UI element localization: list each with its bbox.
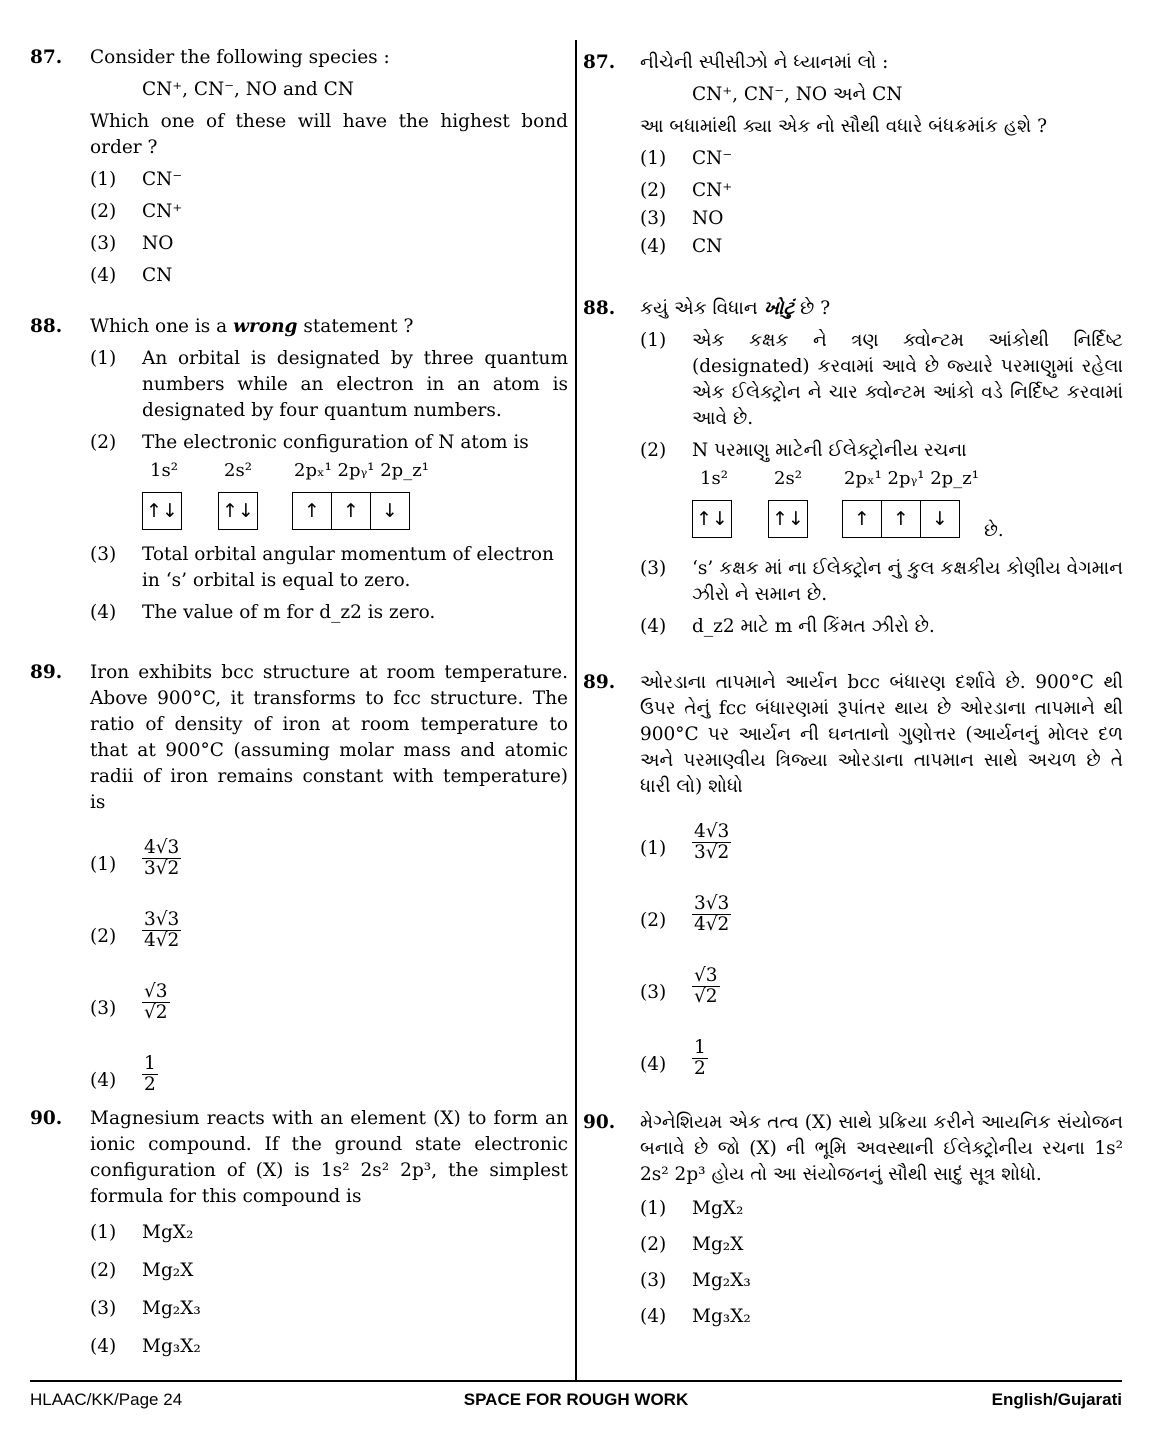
option-3[interactable]: (3) NO <box>640 208 724 229</box>
option-4[interactable]: (4) $\frac{1}{2}$ <box>90 1053 156 1095</box>
label-2s: 2s² <box>774 468 802 489</box>
orbital-box-1s: ↑↓ <box>142 492 182 530</box>
label-2p: 2pₓ¹ 2pᵧ¹ 2p_z¹ <box>844 468 979 489</box>
option-1[interactable]: (1) $\frac{4√3}{3√2}$ <box>90 837 180 879</box>
electron-config-diagram <box>692 464 1123 550</box>
question-intro: નીચેની સ્પીસીઝો ને ધ્યાનમાં લો : <box>640 52 889 73</box>
question-number: 87. <box>30 47 63 68</box>
option-3[interactable]: (3) $\frac{√3}{√2}$ <box>90 981 168 1023</box>
option-2[interactable]: (2) CN⁺ <box>90 201 183 222</box>
rough-work-label: SPACE FOR ROUGH WORK <box>463 1390 689 1409</box>
question-number: 88. <box>30 316 63 337</box>
orbital-box-2s: ↑↓ <box>218 492 258 530</box>
species-list: CN⁺, CN⁻, NO અને CN <box>692 84 903 105</box>
option-4[interactable]: (4) $\frac{1}{2}$ <box>640 1037 706 1079</box>
fraction: $\frac{4√3}{3√2}$ <box>694 821 730 863</box>
fraction: $\frac{4√3}{3√2}$ <box>144 837 180 879</box>
page-footer <box>30 1390 1122 1420</box>
option-2[interactable]: (2) CN⁺ <box>640 180 733 201</box>
question-number: 90. <box>30 1108 63 1129</box>
question-number: 87. <box>583 52 616 73</box>
question-text: Magnesium reacts with an element (X) to form an ionic compound. If the ground state electronic configuration of (X) is 1s² 2s² 2p³, the simplest formula for this compound is <box>90 1108 568 1207</box>
option-4[interactable]: (4) Mg₃X₂ <box>90 1336 201 1357</box>
language-label: English/Gujarati <box>991 1390 1122 1409</box>
option-4[interactable]: (4) Mg₃X₂ <box>640 1306 751 1327</box>
question-number: 89. <box>583 672 616 693</box>
footer-rule <box>30 1380 1122 1382</box>
fraction: $\frac{1}{2}$ <box>694 1037 706 1079</box>
fraction: $\frac{1}{2}$ <box>144 1053 156 1095</box>
config-suffix: છે. <box>984 520 1004 541</box>
orbital-box-1s: ↑↓ <box>692 500 732 538</box>
question-number: 90. <box>583 1112 616 1133</box>
question-text: Which one of these will have the highest bond order ? <box>90 111 568 158</box>
option-4[interactable]: (4) The value of m for d_z2 is zero. <box>90 602 436 623</box>
label-2p: 2pₓ¹ 2pᵧ¹ 2p_z¹ <box>294 460 429 481</box>
option-1[interactable]: (1) $\frac{4√3}{3√2}$ <box>640 821 730 863</box>
label-1s: 1s² <box>150 460 178 481</box>
question-text: Which one is a wrong statement ? <box>90 316 414 337</box>
option-3[interactable]: (3) Total orbital angular momentum of electron in ‘s’ orbital is equal to zero. <box>90 544 554 591</box>
label-2s: 2s² <box>224 460 252 481</box>
option-3[interactable]: (3) Mg₂X₃ <box>90 1298 201 1319</box>
question-text: Iron exhibits bcc structure at room temperature. Above 900°C, it transforms to fcc structure. The ratio of density of iron at room temperature to that at 900°C (assuming molar mass and atomic radii of iron remains constant with temperature) is <box>90 662 568 813</box>
option-4[interactable]: (4) CN <box>640 236 723 257</box>
option-3[interactable]: (3) $\frac{√3}{√2}$ <box>640 965 718 1007</box>
option-2[interactable]: (2) N પરમાણુ માટેની ઈલેક્ટ્રોનીય રચના <box>640 440 967 461</box>
option-2[interactable]: (2) Mg₂X <box>90 1260 194 1281</box>
question-text: મેગ્નેશિયમ એક તત્વ (X) સાથે પ્રક્રિયા કરીને આયનિક સંયોજન બનાવે છે જો (X) ની ભૂમિ અવસ્થાની ઈલેક્ટ્રોનીય રચના 1s² 2s² 2p³ હોય તો આ સંયોજનનું સૌથી સાદું સૂત્ર શોધો. <box>640 1112 1123 1185</box>
option-1[interactable]: (1) An orbital is designated by three quantum numbers while an electron in an atom is designated by four quantum numbers. <box>90 348 568 421</box>
option-1[interactable]: (1) CN⁻ <box>640 148 733 169</box>
option-3[interactable]: (3) Mg₂X₃ <box>640 1270 751 1291</box>
fraction: $\frac{3√3}{4√2}$ <box>694 893 730 935</box>
fraction: $\frac{√3}{√2}$ <box>144 981 168 1023</box>
option-3[interactable]: (3) ‘s’ કક્ષક માં ના ઈલેક્ટ્રોન નું કુલ કક્ષકીય કોણીય વેગમાન ઝીરો ને સમાન છે. <box>640 558 1123 605</box>
option-1[interactable]: (1) MgX₂ <box>90 1222 194 1243</box>
question-text: આ બધામાંથી ક્યા એક નો સૌથી વધારે બંધક્રમાંક હશે ? <box>640 116 1048 137</box>
option-2[interactable]: (2) $\frac{3√3}{4√2}$ <box>90 909 180 951</box>
question-text: ઓરડાના તાપમાને આર્યન bcc બંધારણ દર્શાવે છે. 900°C થી ઉપર તેનું fcc બંધારણમાં રૂપાંતર થાય છે ઓરડાના તાપમાને થી 900°C પર આર્યન ની ઘનતાનો ગુણોત્તર (આર્યનનું મોલર દળ અને પરમાણ્વીય ત્રિજ્યા ઓરડાના તાપમાન સાથે અચળ છે તે ધારી લો) શોધો <box>640 672 1123 797</box>
question-text: કયું એક વિધાન ખોટું છે ? <box>640 298 831 319</box>
option-4[interactable]: (4) d_z2 માટે m ની કિંમત ઝીરો છે. <box>640 616 935 637</box>
option-1[interactable]: (1) MgX₂ <box>640 1198 744 1219</box>
option-4[interactable]: (4) CN <box>90 265 173 286</box>
species-list: CN⁺, CN⁻, NO and CN <box>142 79 354 100</box>
option-2[interactable]: (2) Mg₂X <box>640 1234 744 1255</box>
fraction: $\frac{√3}{√2}$ <box>694 965 718 1007</box>
question-intro: Consider the following species : <box>90 47 390 68</box>
option-1[interactable]: (1) CN⁻ <box>90 169 183 190</box>
column-divider <box>575 40 577 1380</box>
option-2[interactable]: (2) $\frac{3√3}{4√2}$ <box>640 893 730 935</box>
orbital-box-2p: ↑ ↑ ↓ <box>292 492 410 530</box>
electron-config-diagram <box>142 456 568 536</box>
fraction: $\frac{3√3}{4√2}$ <box>144 909 180 951</box>
orbital-box-2s: ↑↓ <box>768 500 808 538</box>
label-1s: 1s² <box>700 468 728 489</box>
question-number: 88. <box>583 298 616 319</box>
page-code: HLAAC/KK/Page 24 <box>30 1390 183 1409</box>
orbital-box-2p: ↑ ↑ ↓ <box>842 500 960 538</box>
option-1[interactable]: (1) એક કક્ષક ને ત્રણ ક્વોન્ટમ આંકોથી નિર્દિષ્ટ (designated) કરવામાં આવે છે જ્યારે પરમાણુમાં રહેલા એક ઈલેક્ટ્રોન ને ચાર ક્વોન્ટમ આંકો વડે નિર્દિષ્ટ કરવામાં આવે છે. <box>640 330 1123 429</box>
option-2[interactable]: (2) The electronic configuration of N atom is <box>90 432 529 453</box>
question-number: 89. <box>30 662 63 683</box>
option-3[interactable]: (3) NO <box>90 233 174 254</box>
